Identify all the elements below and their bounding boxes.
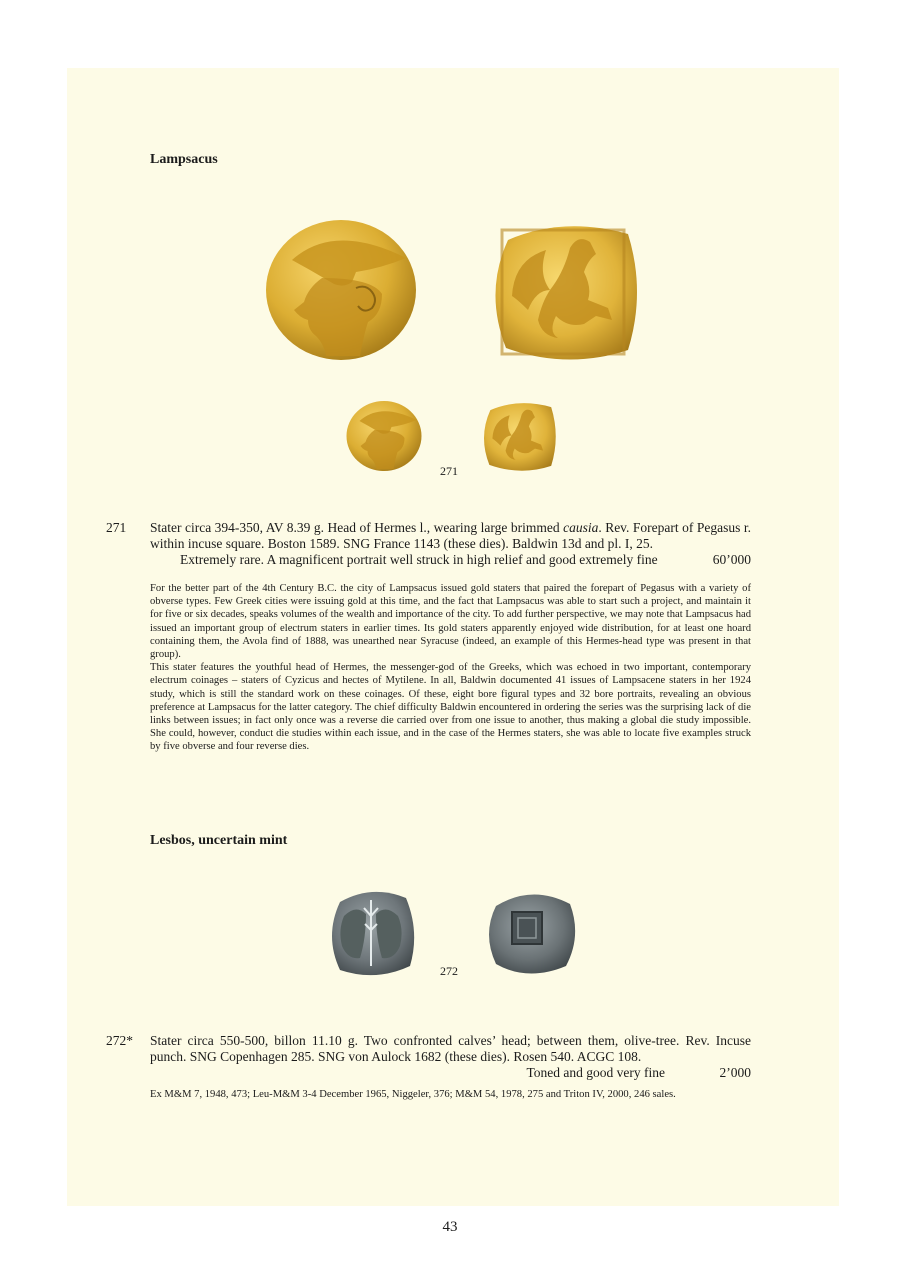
- lot-description: [150, 1033, 751, 1081]
- lot-note: [150, 582, 751, 754]
- lot-description-text: Stater circa 394-350, AV 8.39 g. Head of Hermes l., wearing large brimmed: [150, 520, 564, 535]
- lot-number: 272*: [106, 1033, 133, 1048]
- lot-image-label: 271: [440, 464, 458, 478]
- lot-number: 271: [106, 520, 127, 535]
- lot-description-text-end: . Rev. Forepart of Pegasus r. within incuse square. Boston 1589. SNG France 1143 (these dies). Baldwin 13d and pl. I, 25.: [150, 520, 751, 551]
- pegasus-reverse-icon: [488, 220, 643, 366]
- hermes-head-obverse-small-icon: [345, 400, 423, 472]
- lot-description: [150, 520, 751, 568]
- confronted-calves-obverse-icon: [326, 886, 417, 978]
- lot-note: [150, 1088, 751, 1101]
- lot-description-text: Stater circa 550-500, billon 11.10 g. Two confronted calves’ head; between them, olive-tree. Rev. Incuse punch. SNG Copenhagen 285. SNG von Aulock 1682 (these dies). Rosen 540. ACGC 108.: [150, 1033, 751, 1064]
- lot-rating: Toned and good very fine: [526, 1065, 665, 1080]
- pegasus-reverse-small-icon: [480, 400, 559, 474]
- lot-description-italic: causia: [563, 520, 599, 535]
- lot-image-label: 272: [440, 964, 458, 978]
- section-heading-lampsacus: Lampsacus: [150, 152, 218, 167]
- lot-price: 60’000: [712, 552, 751, 567]
- page-number: 43: [442, 1219, 458, 1235]
- section-heading-lesbos: Lesbos, uncertain mint: [150, 833, 288, 848]
- lot-note-paragraph: For the better part of the 4th Century B.C. the city of Lampsacus issued gold staters that paired the forepart of Pegasus with a variety of obverse types. Few Greek cities were issuing gold at this time, and the fact that Lampsacus was able to start such a project, and maintain it for five or six decades, speaks volumes of the wealth and importance of the city. To add further perspective, we may note that Lampsacus had issued an important group of electrum staters in earlier times. Its gold staters apparently enjoyed wide distribution, for at least one hoard containing them, the Avola find of 1888, was unearthed near Syracuse (indeed, an example of this Hermes-head type was present in that group).: [150, 583, 751, 661]
- lot-price: 2’000: [719, 1065, 751, 1080]
- lot-note-paragraph: This stater features the youthful head of Hermes, the messenger-god of the Greeks, which was echoed in two important, contemporary electrum coinages – staters of Cyzicus and hectes of Mytilene. In all, Baldwin documented 41 issues of Lampsacene staters in her 1924 study, which is still the standard work on these coinages. Of these, eight bore figural types and 32 bore portraits, revealing an obvious preference at Lampsacus for the latter category. The chief difficulty Baldwin encountered in ordering the series was the surprising lack of die links between issues; in fact only once was a reverse die carried over from one issue to another, thus making a global die study impossible. She could, however, conduct die studies within each issue, and in the case of the Hermes staters, she was able to locate five examples struck by five obverse and four reverse dies.: [150, 662, 751, 753]
- lot-note-paragraph: Ex M&M 7, 1948, 473; Leu-M&M 3-4 December 1965, Niggeler, 376; M&M 54, 1978, 275 and Triton IV, 2000, 246 sales.: [150, 1089, 676, 1100]
- incuse-punch-reverse-icon: [484, 888, 578, 976]
- hermes-head-obverse-icon: [264, 218, 418, 362]
- lot-rating: Extremely rare. A magnificent portrait well struck in high relief and good extremely fine: [180, 552, 658, 567]
